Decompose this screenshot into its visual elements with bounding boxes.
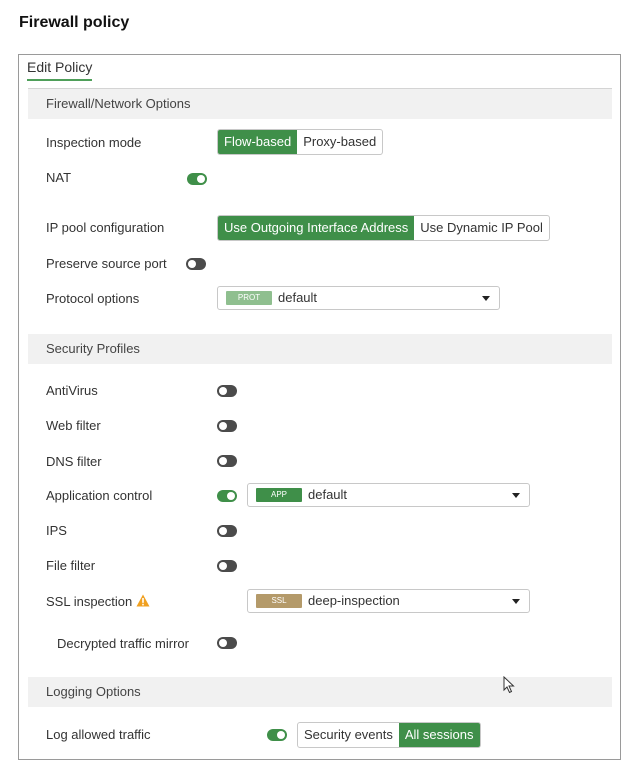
preserve-source-port-toggle[interactable]: [186, 258, 206, 270]
policy-form: [28, 88, 612, 759]
nat-toggle[interactable]: [187, 173, 207, 185]
page-title: Firewall policy: [19, 14, 130, 31]
protocol-options-value: default: [278, 290, 318, 305]
security-events-option[interactable]: Security events: [304, 727, 393, 742]
chevron-down-icon: [512, 493, 520, 498]
log-allowed-traffic-toggle[interactable]: [267, 729, 287, 741]
chevron-down-icon: [512, 599, 520, 604]
section-header-security-profiles: Security Profiles: [28, 334, 612, 364]
all-sessions-option[interactable]: All sessions: [399, 723, 480, 747]
decrypted-traffic-mirror-toggle[interactable]: [217, 637, 237, 649]
dns-filter-toggle[interactable]: [217, 455, 237, 467]
ip-pool-configuration-label: IP pool configuration: [46, 220, 165, 235]
web-filter-label: Web filter: [46, 418, 101, 433]
application-control-select[interactable]: [247, 483, 530, 507]
ssl-inspection-row: [46, 593, 150, 611]
application-control-value: default: [308, 487, 348, 502]
application-control-label: Application control: [46, 488, 153, 503]
use-outgoing-interface-address-option[interactable]: Use Outgoing Interface Address: [218, 216, 414, 240]
mouse-cursor-icon: [503, 676, 515, 699]
inspection-mode-label: Inspection mode: [46, 135, 142, 150]
decrypted-traffic-mirror-label: Decrypted traffic mirror: [57, 636, 189, 651]
edit-policy-panel: [18, 54, 621, 760]
web-filter-toggle[interactable]: [217, 420, 237, 432]
file-filter-label: File filter: [46, 558, 96, 573]
application-control-toggle[interactable]: [217, 490, 237, 502]
ip-pool-selector: [217, 215, 550, 241]
protocol-options-label: Protocol options: [46, 291, 140, 306]
ssl-inspection-badge: SSL: [256, 594, 302, 608]
dns-filter-label: DNS filter: [46, 454, 102, 469]
ips-toggle[interactable]: [217, 525, 237, 537]
log-allowed-traffic-label: Log allowed traffic: [46, 727, 151, 742]
inspection-mode-selector: [217, 129, 383, 155]
antivirus-label: AntiVirus: [46, 383, 98, 398]
use-dynamic-ip-pool-option[interactable]: Use Dynamic IP Pool: [420, 220, 543, 235]
antivirus-toggle[interactable]: [217, 385, 237, 397]
proxy-based-option[interactable]: Proxy-based: [303, 134, 377, 149]
tab-edit-policy[interactable]: Edit Policy: [27, 59, 92, 81]
flow-based-option[interactable]: Flow-based: [218, 130, 297, 154]
section-header-firewall-network-options: Firewall/Network Options: [28, 89, 612, 119]
protocol-options-badge: PROT: [226, 291, 272, 305]
ssl-inspection-select[interactable]: [247, 589, 530, 613]
file-filter-toggle[interactable]: [217, 560, 237, 572]
protocol-options-select[interactable]: [217, 286, 500, 310]
application-control-badge: APP: [256, 488, 302, 502]
ips-label: IPS: [46, 523, 67, 538]
nat-label: NAT: [46, 170, 72, 185]
chevron-down-icon: [482, 296, 490, 301]
ssl-inspection-value: deep-inspection: [308, 593, 400, 608]
log-allowed-traffic-selector: [297, 722, 481, 748]
warning-triangle-icon: [136, 594, 150, 607]
preserve-source-port-label: Preserve source port: [46, 256, 167, 271]
ssl-inspection-label: SSL inspection: [46, 594, 133, 609]
section-header-logging-options: Logging Options: [28, 677, 612, 707]
